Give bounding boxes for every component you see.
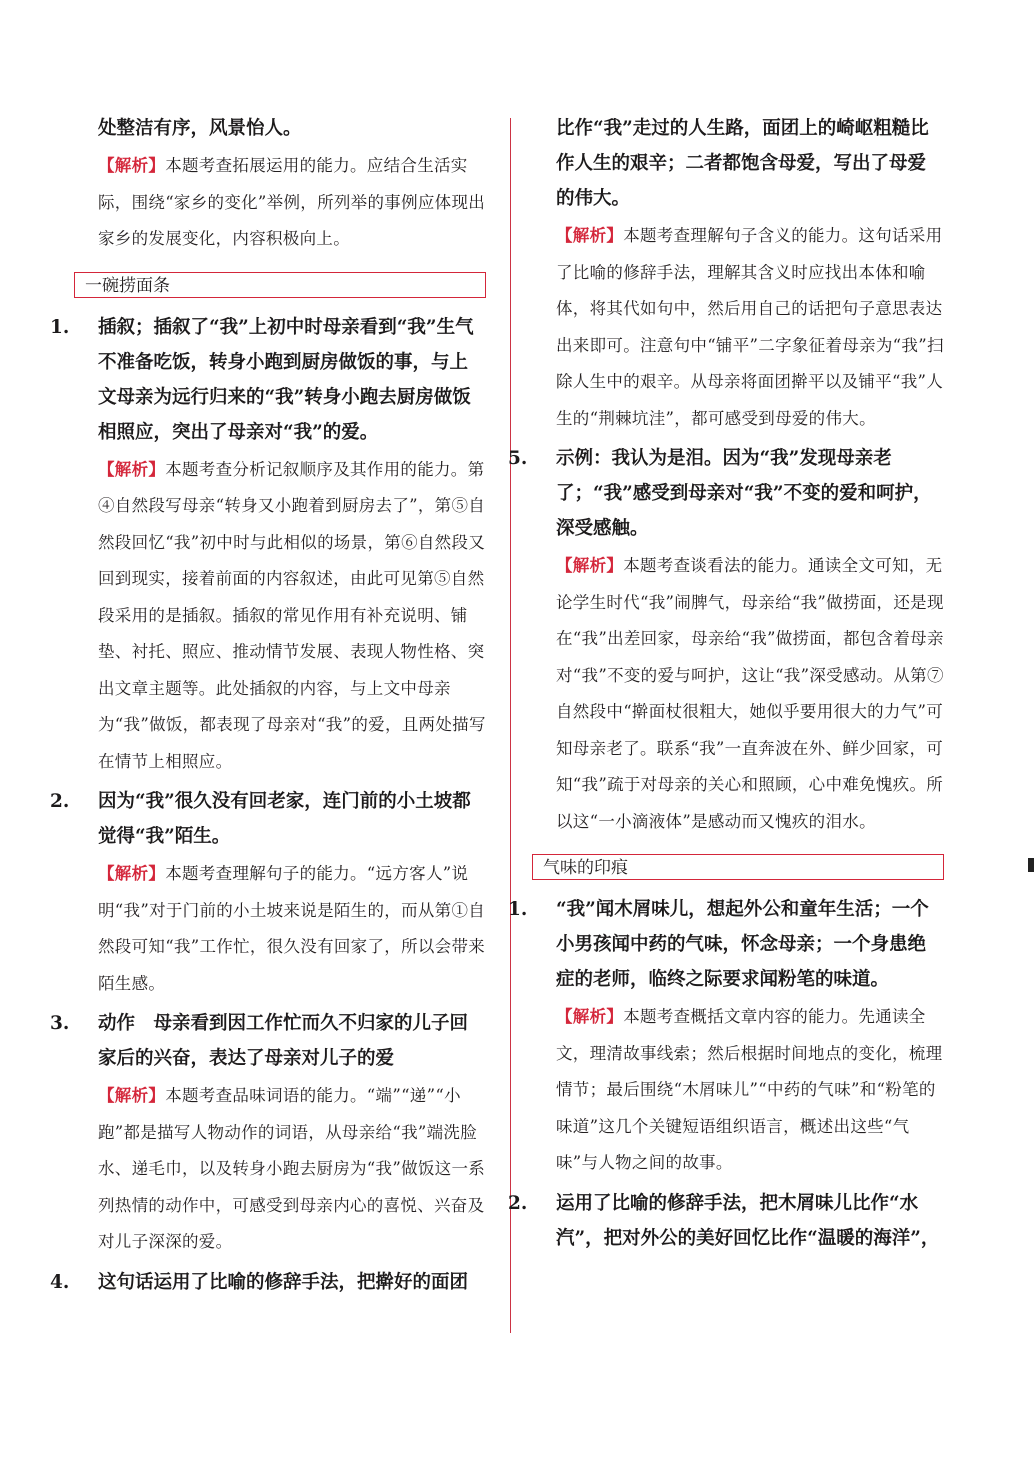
explanation-text: 本题考查谈看法的能力。通读全文可知，无论学生时代“我”闹脾气，母亲给“我”做捞面，还是现在“我”出差回家，母亲给“我”做捞面，都包含着母亲对“我”不变的爱与呵护，这让“我”深受感动。从第⑦自然段中“擀面杖很粗大，她似乎要用很大的力气”可知母亲老了。联系“我”一直奔波在外、鲜少回家，可知“我”疏于对母亲的关心和照顾，心中难免愧疚。所以这“一小滴液体”是感动而又愧疚的泪水。 bbox=[556, 556, 944, 831]
item-number: 2. bbox=[508, 1192, 528, 1214]
explanation-tag: 【解析】 bbox=[98, 864, 166, 883]
item-number: 1. bbox=[50, 316, 70, 338]
explanation-text: 本题考查理解句子含义的能力。这句话采用了比喻的修辞手法，理解其含义时应找出本体和喻体，将其代如句中，然后用自己的话把句子意思表达出来即可。注意句中“铺平”二字象征着母亲为“我”扫除人生中的艰辛。从母亲将面团擀平以及铺平“我”人生的“荆棘坑洼”，都可感受到母爱的伟大。 bbox=[556, 226, 944, 428]
answer-continuation: 比作“我”走过的人生路，面团上的崎岖粗糙比作人生的艰辛；二者都饱含母爱，写出了母爱的伟大。 bbox=[556, 118, 929, 209]
item-number: 5. bbox=[508, 448, 528, 469]
answer-item-3 bbox=[50, 1006, 486, 1076]
section-title-box bbox=[532, 854, 944, 880]
explanation-block bbox=[74, 1078, 486, 1261]
page-edge-mark bbox=[1028, 858, 1034, 872]
explanation-text: 本题考查理解句子的能力。“远方客人”说明“我”对于门前的小土坡来说是陌生的，而从第①自然段可知“我”工作忙，很久没有回家了，所以会带来陌生感。 bbox=[98, 864, 486, 993]
section-title-box bbox=[74, 272, 486, 298]
explanation-block bbox=[532, 548, 944, 840]
answer-text: “我”闻木屑味儿，想起外公和童年生活；一个小男孩闻中药的气味，怀念母亲；一个身患绝症的老师，临终之际要求闻粉笔的味道。 bbox=[556, 899, 929, 990]
left-column bbox=[50, 111, 486, 1300]
column-divider bbox=[510, 118, 511, 1333]
answer-text: 示例：我认为是泪。因为“我”发现母亲老了；“我”感受到母亲对“我”不变的爱和呵护，深受感触。 bbox=[556, 448, 932, 539]
item-number: 3. bbox=[50, 1013, 70, 1034]
item-number: 4. bbox=[50, 1271, 70, 1293]
explanation-text: 本题考查概括文章内容的能力。先通读全文，理清故事线索；然后根据时间地点的变化，梳理情节；最后围绕“木屑味儿”“中药的气味”和“粉笔的味道”这几个关键短语组织语言，概述出这些“气味”与人物之间的故事。 bbox=[556, 1007, 943, 1172]
explanation-text: 本题考查拓展运用的能力。应结合生活实际，围绕“家乡的变化”举例，所列举的事例应体现出家乡的发展变化，内容积极向上。 bbox=[98, 156, 486, 248]
explanation-block bbox=[74, 148, 486, 258]
answer-text: 因为“我”很久没有回老家，连门前的小土坡都觉得“我”陌生。 bbox=[98, 791, 471, 847]
section-title: 气味的印痕 bbox=[543, 858, 628, 878]
answer-text: 插叙；插叙了“我”上初中时母亲看到“我”生气不准备吃饭，转身小跑到厨房做饭的事，与上文母亲为远行归来的“我”转身小跑去厨房做饭相照应，突出了母亲对“我”的爱。 bbox=[98, 316, 474, 443]
item-number: 1. bbox=[508, 899, 528, 920]
answer-text: 动作 母亲看到因工作忙而久不归家的儿子回家后的兴奋，表达了母亲对儿子的爱 bbox=[98, 1013, 469, 1069]
explanation-tag: 【解析】 bbox=[98, 1086, 166, 1105]
answer-item-5 bbox=[508, 441, 944, 546]
section-title: 一碗捞面条 bbox=[85, 275, 170, 296]
answer-item-2 bbox=[50, 784, 486, 854]
answer-continuation: 处整洁有序，风景怡人。 bbox=[98, 118, 302, 139]
explanation-block bbox=[74, 452, 486, 781]
explanation-block bbox=[74, 856, 486, 1002]
explanation-text: 本题考查分析记叙顺序及其作用的能力。第④自然段写母亲“转身又小跑着到厨房去了”，第⑤自然段回忆“我”初中时与此相似的场景，第⑥自然段又回到现实，接着前面的内容叙述，由此可见第⑤自然段采用的是插叙。插叙的常见作用有补充说明、铺垫、衬托、照应、推动情节发展、表现人物性格、突出文章主题等。此处插叙的内容，与上文中母亲为“我”做饭，都表现了母亲对“我”的爱，且两处描写在情节上相照应。 bbox=[98, 459, 486, 771]
explanation-block bbox=[532, 218, 944, 437]
explanation-text: 本题考查品味词语的能力。“端”“递”“小跑”都是描写人物动作的词语，从母亲给“我”端洗脸水、递毛巾，以及转身小跑去厨房为“我”做饭这一系列热情的动作中，可感受到母亲内心的喜悦、兴奋及对儿子深深的爱。 bbox=[98, 1086, 486, 1251]
right-column bbox=[508, 111, 944, 1256]
explanation-tag: 【解析】 bbox=[556, 1007, 624, 1026]
explanation-tag: 【解析】 bbox=[98, 156, 166, 175]
answer-text: 这句话运用了比喻的修辞手法，把擀好的面团 bbox=[98, 1271, 469, 1293]
explanation-tag: 【解析】 bbox=[556, 226, 624, 245]
item-number: 2. bbox=[50, 791, 70, 812]
explanation-block bbox=[532, 999, 944, 1182]
explanation-tag: 【解析】 bbox=[556, 556, 624, 575]
answer-item-s2-1 bbox=[508, 892, 944, 997]
explanation-tag: 【解析】 bbox=[98, 459, 166, 479]
answer-item-1 bbox=[50, 310, 486, 450]
answer-text: 运用了比喻的修辞手法，把木屑味儿比作“水汽”，把对外公的美好回忆比作“温暖的海洋”， bbox=[556, 1192, 940, 1249]
answer-item-4 bbox=[50, 1265, 486, 1300]
answer-item-s2-2 bbox=[508, 1186, 944, 1256]
